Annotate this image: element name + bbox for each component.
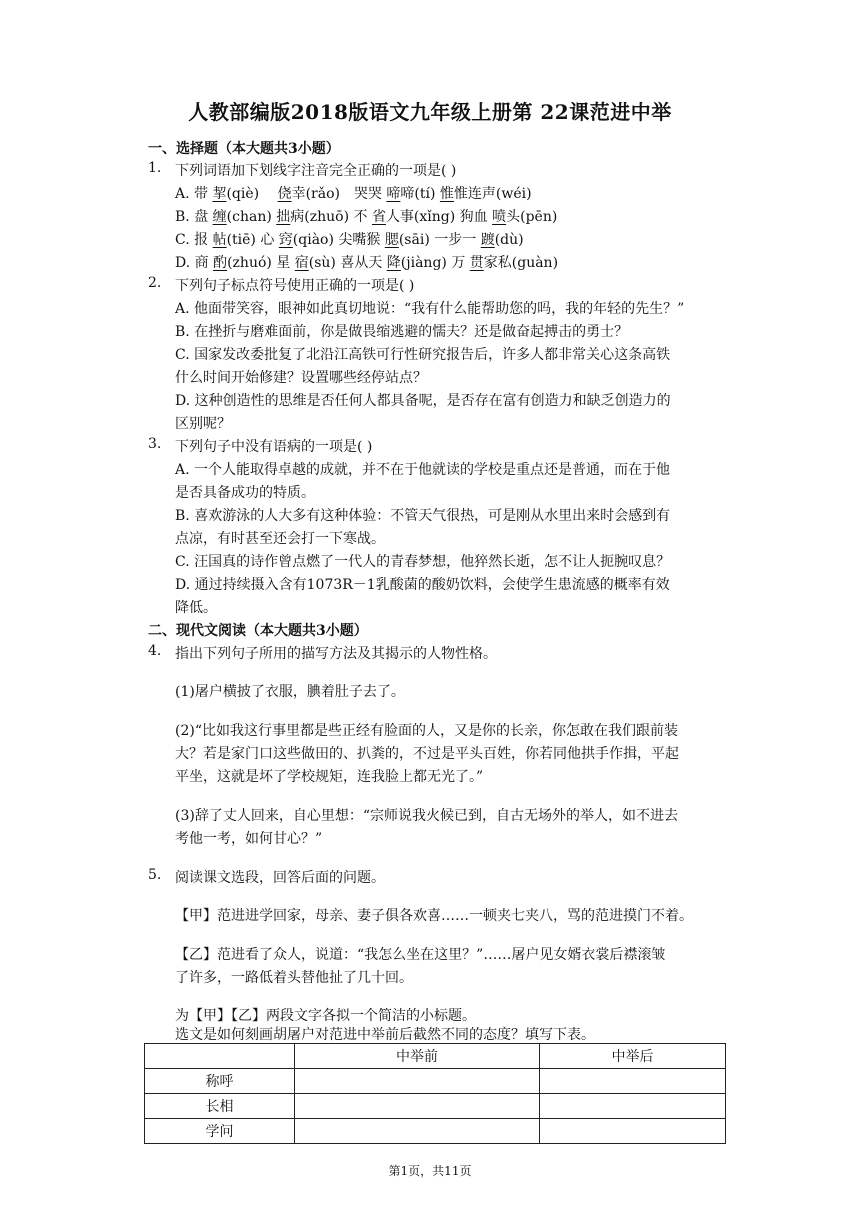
option-text: (sāi) 一步一 xyxy=(398,232,481,248)
task-1: 为【甲】【乙】两段文字各拟一个简洁的小标题。 xyxy=(175,1008,476,1024)
option-text: 盘 xyxy=(194,209,213,225)
question-stem: 下列词语加下划线字注音完全正确的一项是( ) xyxy=(175,163,457,179)
option-text: (jiàng) 万 xyxy=(400,255,470,271)
option-a-cont: 是否具备成功的特质。 xyxy=(175,485,315,501)
option-a: A. 他面带笑容，眼神如此真切地说：“我有什么能帮助您的吗，我的年轻的先生？” xyxy=(175,301,685,317)
table-row xyxy=(145,1094,726,1119)
option-c xyxy=(175,229,524,249)
table-row xyxy=(145,1069,726,1094)
table-header-row xyxy=(145,1044,726,1069)
underlined-char: 拙 xyxy=(276,209,291,225)
option-text: 啼(tí) xyxy=(400,186,440,202)
option-letter: A. xyxy=(175,186,195,202)
answer-cell[interactable] xyxy=(540,1094,726,1119)
question-stem: 下列句子中没有语病的一项是( ) xyxy=(175,439,373,455)
passage-3-cont: 考他一考，如何甘心？” xyxy=(175,831,323,847)
excerpt-jia: 【甲】范进进学回家，母亲、妻子俱各欢喜……一顿夹七夹八，骂的范进摸门不着。 xyxy=(175,908,693,924)
underlined-char: 窍 xyxy=(278,232,293,248)
underlined-char: 踱 xyxy=(480,232,495,248)
option-d: D. 通过持续摄入含有1073R－1乳酸菌的酸奶饮料，会使学生患流感的概率有效 xyxy=(175,577,670,593)
option-d xyxy=(175,252,558,272)
option-b: B. 在挫折与磨难面前，你是做畏缩逃避的懦夫？还是做奋起搏击的勇士？ xyxy=(175,324,629,340)
answer-cell[interactable] xyxy=(295,1069,540,1094)
underlined-char: 啼 xyxy=(386,186,401,202)
table-header: 中举后 xyxy=(540,1044,726,1069)
option-text: 家私(guàn) xyxy=(483,255,559,271)
answer-cell[interactable] xyxy=(540,1069,726,1094)
row-label: 长相 xyxy=(145,1094,295,1119)
option-a xyxy=(175,183,532,203)
question-number: 4. xyxy=(148,643,162,659)
option-text: 幸(rǎo) 哭哭 xyxy=(291,186,387,202)
option-text: 病(zhuō) 不 xyxy=(290,209,372,225)
passage-1: (1)屠户横披了衣服，腆着肚子去了。 xyxy=(175,684,405,700)
underlined-char: 侥 xyxy=(277,186,292,202)
excerpt-yi: 【乙】范进看了众人，说道：“我怎么坐在这里？”……屠户见女婿衣裳后襟滚皱 xyxy=(175,947,666,963)
answer-cell[interactable] xyxy=(295,1119,540,1144)
option-text: (tiē) 心 xyxy=(226,232,279,248)
question-number: 5. xyxy=(148,867,162,883)
option-letter: B. xyxy=(175,209,195,225)
page-title: 人教部编版2018版语文九年级上册第 22课范进中举 xyxy=(188,100,672,124)
underlined-char: 惟 xyxy=(439,186,454,202)
option-text: (chan) xyxy=(226,209,277,225)
option-text: 报 xyxy=(194,232,213,248)
option-letter: C. xyxy=(175,232,195,248)
option-d-cont: 降低。 xyxy=(175,600,217,616)
option-b-cont: 点凉，有时甚至还会打一下寒战。 xyxy=(175,531,385,547)
underlined-char: 酌 xyxy=(213,255,228,271)
question-number: 1. xyxy=(148,160,162,176)
option-c-cont: 什么时间开始修建？设置哪些经停站点？ xyxy=(175,370,427,386)
underlined-char: 喷 xyxy=(492,209,507,225)
option-text: 商 xyxy=(194,255,214,271)
answer-table xyxy=(144,1043,726,1144)
underlined-char: 降 xyxy=(386,255,401,271)
option-c: C. 国家发改委批复了北沿江高铁可行性研究报告后，许多人都非常关心这条高铁 xyxy=(175,347,671,363)
option-text: 惟连声(wéi) xyxy=(453,186,532,202)
section-heading-choice: 一、选择题（本大题共3小题） xyxy=(148,141,340,157)
question-stem: 下列句子标点符号使用正确的一项是( ) xyxy=(175,278,415,294)
task-2: 选文是如何刻画胡屠户对范进中举前后截然不同的态度？填写下表。 xyxy=(175,1027,595,1043)
option-text: (zhuó) 星 xyxy=(227,255,295,271)
excerpt-yi-cont: 了许多，一路低着头替他扯了几十回。 xyxy=(175,970,413,986)
option-letter: D. xyxy=(175,255,195,271)
option-text: (qiào) 尖嘴猴 xyxy=(292,232,385,248)
question-stem: 阅读课文选段，回答后面的问题。 xyxy=(175,870,385,886)
table-header: 中举前 xyxy=(295,1044,540,1069)
underlined-char: 宿 xyxy=(294,255,309,271)
underlined-char: 缠 xyxy=(212,209,227,225)
option-c: C. 汪国真的诗作曾点燃了一代人的青春梦想，他猝然长逝，怎不让人扼腕叹息？ xyxy=(175,554,671,570)
table-row xyxy=(145,1119,726,1144)
underlined-char: 贯 xyxy=(469,255,484,271)
passage-3: (3)辞了丈人回来，自心里想：“宗师说我火候已到，自古无场外的举人，如不进去 xyxy=(175,808,678,824)
answer-cell[interactable] xyxy=(295,1094,540,1119)
question-number: 2. xyxy=(148,275,162,291)
page-footer: 第1页，共11页 xyxy=(388,1164,472,1178)
option-text: 头(pēn) xyxy=(506,209,558,225)
option-text: 人事(xǐng) 狗血 xyxy=(385,209,493,225)
passage-2-cont: 平坐，这就是坏了学校规矩，连我脸上都无光了。” xyxy=(175,769,484,785)
answer-cell[interactable] xyxy=(540,1119,726,1144)
option-text: (qiè) xyxy=(226,186,278,202)
row-label: 称呼 xyxy=(145,1069,295,1094)
option-d: D. 这种创造性的思维是否任何人都具备呢，是否存在富有创造力和缺乏创造力的 xyxy=(175,393,671,409)
option-text: 带 xyxy=(194,186,213,202)
option-b xyxy=(175,206,557,226)
underlined-char: 帖 xyxy=(212,232,227,248)
option-b: B. 喜欢游泳的人大多有这种体验：不管天气很热，可是刚从水里出来时会感到有 xyxy=(175,508,671,524)
option-text: (sù) 喜从天 xyxy=(308,255,387,271)
option-text: (dù) xyxy=(494,232,524,248)
option-a: A. 一个人能取得卓越的成就，并不在于他就读的学校是重点还是普通，而在于他 xyxy=(175,462,671,478)
passage-2-cont: 大？若是家门口这些做田的、扒粪的，不过是平头百姓，你若同他拱手作揖，平起 xyxy=(175,746,679,762)
row-label: 学问 xyxy=(145,1119,295,1144)
passage-2: (2)“比如我这行事里都是些正经有脸面的人，又是你的长亲，你怎敢在我们跟前装 xyxy=(175,723,678,739)
section-heading-reading: 二、现代文阅读（本大题共3小题） xyxy=(148,623,368,639)
question-number: 3. xyxy=(148,436,162,452)
option-d-cont: 区别呢？ xyxy=(175,416,231,432)
underlined-char: 挈 xyxy=(212,186,227,202)
question-stem: 指出下列句子所用的描写方法及其揭示的人物性格。 xyxy=(175,646,497,662)
underlined-char: 腮 xyxy=(384,232,399,248)
table-header xyxy=(145,1044,295,1069)
underlined-char: 省 xyxy=(371,209,386,225)
